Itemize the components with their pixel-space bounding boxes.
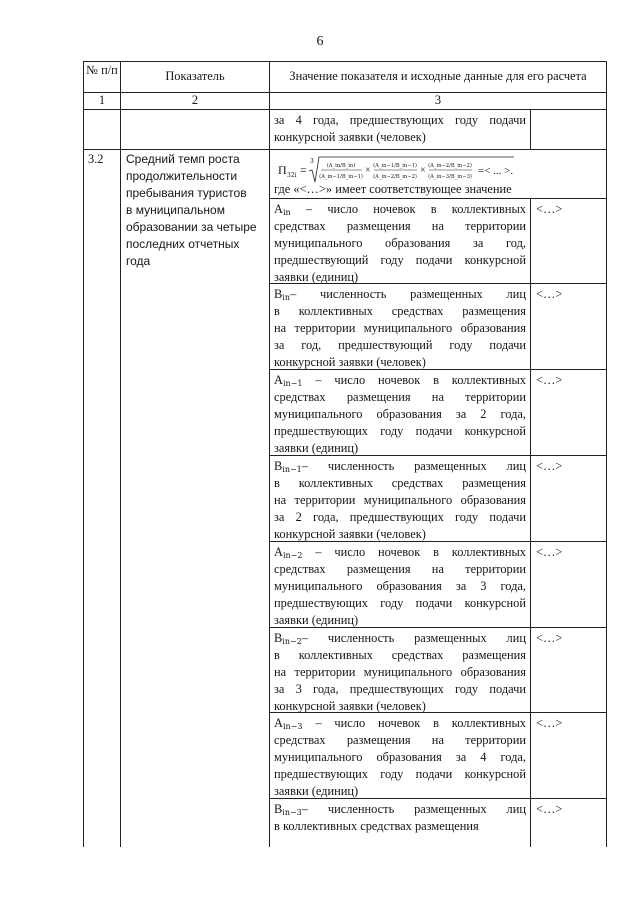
svg-text:=: = xyxy=(300,163,307,177)
definition-line: на территории муниципального образования xyxy=(274,665,526,679)
num-col1: 1 xyxy=(98,93,106,107)
definition-line: $A_{in-1}$ – число ночевок в коллективных xyxy=(274,373,526,388)
value-placeholder: <…> xyxy=(536,802,563,816)
value-placeholder: <…> xyxy=(536,287,563,301)
col1-divider xyxy=(120,61,121,847)
definition-line: заявки (единиц) xyxy=(274,784,359,798)
num-col2: 2 xyxy=(191,93,199,107)
indicator-table xyxy=(83,61,607,847)
value-placeholder: <…> xyxy=(536,545,563,559)
formula-lhs: П xyxy=(278,163,287,177)
table-top-border xyxy=(83,61,607,62)
col2-divider xyxy=(269,61,270,847)
definition-line: в коллективных средствах размещения xyxy=(274,819,479,833)
indicator-line: продолжительности xyxy=(126,169,238,183)
definition-line: муниципального образования за 2 года, xyxy=(274,407,526,421)
definition-line: за 2 года, предшествующих году подачи xyxy=(274,510,526,524)
right-border xyxy=(606,61,607,847)
definition-line: конкурсной заявки (человек) xyxy=(274,699,426,713)
definition-line: за год, предшествующий году подачи xyxy=(274,338,526,352)
numbering-divider xyxy=(83,109,607,110)
definition-line: средствах размещения на территории xyxy=(274,219,526,233)
definition-line: в коллективных средствах размещения xyxy=(274,304,526,318)
carryover-line-1: за 4 года, предшествующих году подачи xyxy=(274,113,526,127)
variable-symbol: $B_{in-2}$ xyxy=(274,631,302,646)
row-number: 3.2 xyxy=(88,152,104,166)
row-divider xyxy=(83,149,607,150)
variable-symbol: $A_{in}$ xyxy=(274,202,291,217)
num-col3: 3 xyxy=(434,93,442,107)
indicator-line: в муниципальном xyxy=(126,203,225,217)
f3-num: (A_in−2/B_in−2) xyxy=(428,163,472,169)
definition-line: предшествующих году подачи конкурсной xyxy=(274,596,526,610)
definition-line: муниципального образования за 4 года, xyxy=(274,750,526,764)
variable-symbol: $A_{in-1}$ xyxy=(274,373,303,388)
definition-line: предшествующих году подачи конкурсной xyxy=(274,767,526,781)
definition-line: $B_{in-2}-$ численность размещенных лиц xyxy=(274,631,526,646)
definition-line: заявки (единиц) xyxy=(274,441,359,455)
definition-line: заявки (единиц) xyxy=(274,270,359,284)
definition-line: муниципального образования за 3 года, xyxy=(274,579,526,593)
definition-line: на территории муниципального образования xyxy=(274,493,526,507)
svg-text:×: × xyxy=(420,165,426,176)
value-placeholder: <…> xyxy=(536,716,563,730)
indicator-name xyxy=(126,151,266,270)
definition-line: в коллективных средствах размещения xyxy=(274,648,526,662)
f3-den: (A_in−3/B_in−3) xyxy=(428,174,472,180)
f1-num: (A_in/B_in) xyxy=(326,163,356,169)
header-value: Значение показателя и исходные данные для его расчета xyxy=(289,69,587,83)
value-placeholder: <…> xyxy=(536,631,563,645)
f1-den: (A_in−1/B_in−1) xyxy=(319,174,363,180)
value-placeholder: <…> xyxy=(536,459,563,473)
indicator-line: пребывания туристов xyxy=(126,186,247,200)
f2-num: (A_in−1/B_in−1) xyxy=(373,163,417,169)
indicator-line: последних отчетных xyxy=(126,237,240,251)
formula-root-index: 3 xyxy=(310,158,314,165)
inner-value-divider-top xyxy=(530,109,531,149)
formula-rhs: =< ... >. xyxy=(478,165,514,177)
variable-symbol: $A_{in-2}$ xyxy=(274,545,303,560)
definition-line: предшествующих году подачи конкурсной xyxy=(274,424,526,438)
indicator-line: Средний темп роста xyxy=(126,152,240,166)
definition-line: $B_{in}-$ численность размещенных лиц xyxy=(274,287,526,302)
indicator-line: образовании за четыре xyxy=(126,220,257,234)
definition-line: муниципального образования за год, xyxy=(274,236,526,250)
definition-line: за 3 года, предшествующих году подачи xyxy=(274,682,526,696)
definition-line: заявки (единиц) xyxy=(274,613,359,627)
definition-line: $A_{in}$ – число ночевок в коллективных xyxy=(274,202,526,217)
definition-line: средствах размещения на территории xyxy=(274,733,526,747)
definition-line: в коллективных средствах размещения xyxy=(274,476,526,490)
definition-line: $B_{in-1}-$ численность размещенных лиц xyxy=(274,459,526,474)
formula-note: где «<…>» имеет соответствующее значение xyxy=(274,182,512,196)
value-placeholder: <…> xyxy=(536,202,563,216)
definition-line: на территории муниципального образования xyxy=(274,321,526,335)
value-placeholder: <…> xyxy=(536,373,563,387)
definition-line: средствах размещения на территории xyxy=(274,390,526,404)
definition-line: предшествующий году подачи конкурсной xyxy=(274,253,526,267)
definition-line: конкурсной заявки (человек) xyxy=(274,355,426,369)
definition-line: $A_{in-2}$ – число ночевок в коллективных xyxy=(274,545,526,560)
header-number: № п/п xyxy=(86,63,118,77)
header-indicator: Показатель xyxy=(165,69,225,83)
variable-symbol: $B_{in-3}$ xyxy=(274,802,302,817)
variable-symbol: $B_{in-1}$ xyxy=(274,459,302,474)
inner-value-divider xyxy=(530,198,531,847)
indicator-line: года xyxy=(126,254,151,268)
subrow-divider-1 xyxy=(269,198,607,199)
carryover-line-2: конкурсной заявки (человек) xyxy=(274,130,426,144)
definition-line: $A_{in-3}$ – число ночевок в коллективных xyxy=(274,716,526,731)
page-number: 6 xyxy=(316,34,324,49)
left-border xyxy=(83,61,84,847)
definition-line: конкурсной заявки (человек) xyxy=(274,527,426,541)
variable-symbol: $A_{in-3}$ xyxy=(274,716,303,731)
definition-line: средствах размещения на территории xyxy=(274,562,526,576)
f2-den: (A_in−2/B_in−2) xyxy=(373,174,417,180)
svg-text:×: × xyxy=(365,165,371,176)
variable-symbol: $B_{in}$ xyxy=(274,287,290,302)
formula-lhs-sub: 32i xyxy=(287,172,297,179)
definition-line: $B_{in-3}-$ численность размещенных лиц xyxy=(274,802,526,817)
